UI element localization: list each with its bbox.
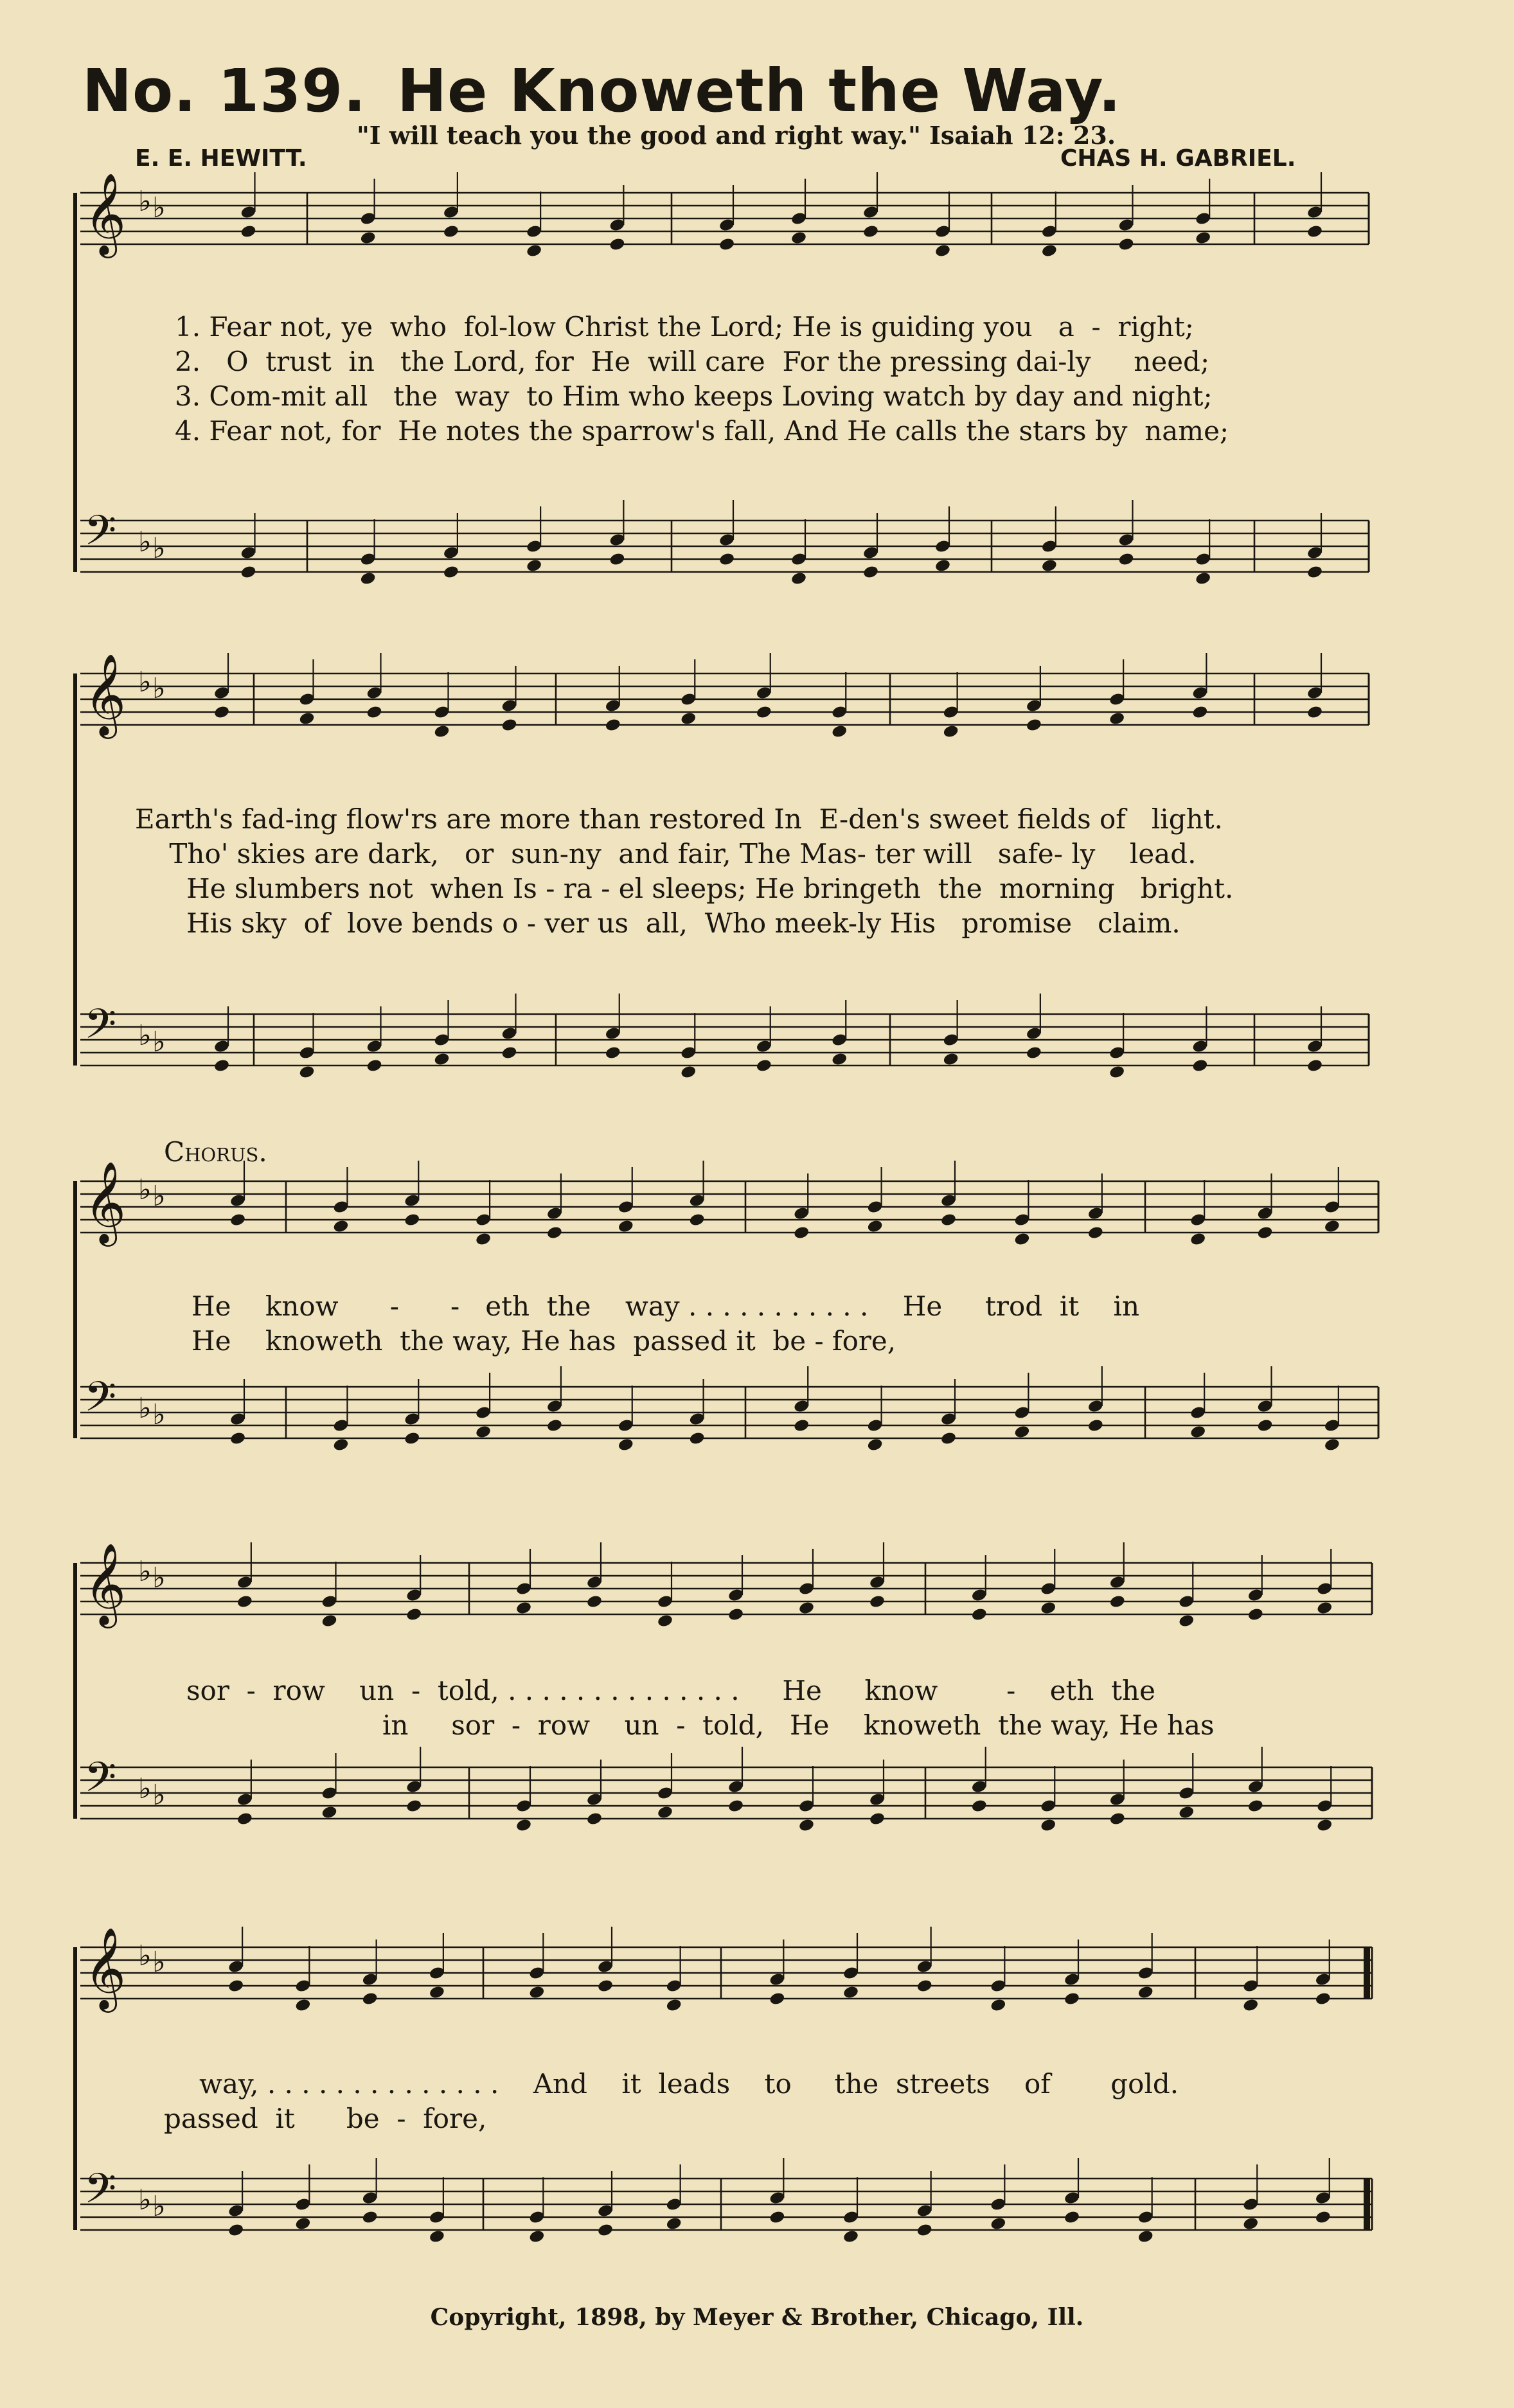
system5-treble-note-head <box>597 1979 614 1993</box>
system5-treble-note-head <box>227 1979 244 1993</box>
system5-treble-note-head <box>362 1992 378 2006</box>
system2-treble-note-head <box>1191 705 1208 720</box>
system3-bass-note-head <box>689 1431 706 1446</box>
system1-treble-note-head <box>240 224 256 239</box>
system1-treble-note-head <box>1118 237 1134 252</box>
system3-treble-note-head <box>332 1219 349 1234</box>
copyright-notice: Copyright, 1898, by Meyer & Brother, Chicago, Ill. <box>430 2304 1084 2331</box>
treble-clef-icon: 𝄞 <box>84 1161 127 1243</box>
system3-treble-note-head <box>867 1219 884 1234</box>
system5-treble-note-head <box>666 1998 682 2013</box>
system1-bass-note-head <box>1118 552 1134 567</box>
scripture-epigraph: "I will teach you the good and right way." Isaiah 12: 23. <box>357 121 1116 150</box>
system1-treble-note-head <box>1195 231 1211 245</box>
system1-treble-note-head <box>1041 244 1058 258</box>
flat-icon: ♭ <box>152 1180 166 1213</box>
system4-treble-note-head <box>321 1614 337 1628</box>
system1-treble-note-head <box>360 231 377 245</box>
system1-bass-note-head <box>240 565 256 580</box>
flat-icon: ♭ <box>152 1946 166 1979</box>
bass-clef-icon: 𝄢 <box>84 507 117 565</box>
system2-bass-note-head <box>501 1046 517 1060</box>
flat-icon: ♭ <box>138 185 152 218</box>
system5-treble-note-head <box>294 1998 311 2013</box>
system5-bass-note-head <box>429 2229 445 2244</box>
flat-icon: ♭ <box>138 1392 152 1425</box>
system4-bass-note-head <box>1247 1799 1264 1814</box>
flat-icon: ♭ <box>152 532 166 565</box>
system4-bass-note-head <box>1316 1818 1333 1833</box>
system4-bass-note-head <box>236 1812 253 1826</box>
system5-bass-note-head <box>916 2223 933 2238</box>
system3-treble-note-head <box>689 1213 706 1227</box>
system4-bass-note-head <box>869 1812 886 1826</box>
system5-treble-note-head <box>769 1992 785 2006</box>
lyric-line-chorus-2-soprano: sor - row un - told, . . . . . . . . . . . . . . He know - eth the <box>186 1675 1155 1706</box>
lyric-line-verse4-a: 4. Fear not, for He notes the sparrow's fall, And He calls the stars by name; <box>175 415 1229 447</box>
system4-bass-note-head <box>727 1799 744 1814</box>
bass-clef-icon: 𝄢 <box>84 1001 117 1058</box>
treble-clef-icon: 𝄞 <box>84 172 127 254</box>
flat-icon: ♭ <box>152 192 166 224</box>
treble-clef-icon: 𝄞 <box>84 1542 127 1625</box>
system4-treble-note-head <box>1109 1594 1126 1609</box>
flat-icon: ♭ <box>138 1772 152 1805</box>
flat-icon: ♭ <box>138 1940 152 1972</box>
system5-bass-note-head <box>227 2223 244 2238</box>
system2-treble-note-head <box>366 705 382 720</box>
system5-bass-note-head <box>1064 2210 1080 2225</box>
lyric-line-verse3-a: 3. Com-mit all the way to Him who keeps Loving watch by day and night; <box>175 380 1213 412</box>
system4-treble-note-head <box>869 1594 886 1609</box>
lyricist-credit: E. E. HEWITT. <box>135 145 307 172</box>
system5-bass-note-head <box>842 2229 859 2244</box>
system5-bass-note-head <box>769 2210 785 2225</box>
lyric-line-chorus-2-bass: in sor - row un - told, He knoweth the way, He has <box>382 1709 1215 1741</box>
system4-bass-note-head <box>1109 1812 1126 1826</box>
system4-treble-note-head <box>1316 1601 1333 1616</box>
system4-treble-note-head <box>405 1607 422 1622</box>
system5-bass-note-head <box>1315 2210 1331 2225</box>
system5-treble-note-head <box>916 1979 933 1993</box>
flat-icon: ♭ <box>138 1019 152 1052</box>
system1-bass-note-head <box>360 571 377 586</box>
system1-bass-note-head <box>1195 571 1211 586</box>
system1-treble-note-head <box>526 244 542 258</box>
system3-bass-note-head <box>1256 1418 1273 1433</box>
system3-bass-note-head <box>404 1431 420 1446</box>
system5-bass-note-head <box>666 2216 682 2231</box>
flat-icon: ♭ <box>152 2190 166 2223</box>
system1-treble-note-head <box>934 244 951 258</box>
system3-treble-note-head <box>1087 1226 1104 1240</box>
system4-bass-note-head <box>405 1799 422 1814</box>
system5-treble-note-head <box>1242 1998 1259 2013</box>
system2-treble-note-head <box>680 711 697 726</box>
system1-bass-note-head <box>790 571 807 586</box>
lyric-line-verse3-b: He slumbers not when Is - ra - el sleeps; He bringeth the morning bright. <box>135 873 1234 904</box>
system2-treble-note-head <box>1306 705 1323 720</box>
system3-bass-note-head <box>867 1438 884 1452</box>
lyric-line-verse2-a: 2. O trust in the Lord, for He will care For the pressing dai-ly need; <box>175 346 1210 377</box>
system3-treble-note-head <box>475 1232 492 1247</box>
system4-bass-note-head <box>321 1805 337 1820</box>
system5-treble-note-head <box>528 1985 545 2000</box>
system5-bass-note-head <box>294 2216 311 2231</box>
system1-treble-note-head <box>718 237 735 252</box>
system3-treble-note-head <box>1013 1232 1030 1247</box>
treble-clef-icon: 𝄞 <box>84 653 127 735</box>
system3-bass-note-head <box>793 1418 810 1433</box>
system3-treble-note-head <box>1324 1219 1340 1234</box>
flat-icon: ♭ <box>152 1026 166 1058</box>
system4-bass-note-head <box>798 1818 815 1833</box>
system4-treble-note-head <box>236 1594 253 1609</box>
system1-bass-note-head <box>1306 565 1323 580</box>
system2-treble-note-head <box>605 718 621 733</box>
final-barline <box>1364 1947 1370 1999</box>
system5-treble-note-head <box>1064 1992 1080 2006</box>
system2-bass-note-head <box>366 1058 382 1073</box>
system3-treble-note-head <box>1256 1226 1273 1240</box>
lyric-line-chorus-3-soprano: way, . . . . . . . . . . . . . . And it leads to the streets of gold. <box>199 2068 1179 2100</box>
system4-bass-note-head <box>515 1818 532 1833</box>
system1-bass-note-head <box>934 558 951 573</box>
system5-treble-note-head <box>842 1985 859 2000</box>
system2-treble-note-head <box>831 724 848 739</box>
system5-bass-note-head <box>1242 2216 1259 2231</box>
system5-treble-note-head <box>1315 1992 1331 2006</box>
system2-bass-note-head <box>831 1052 848 1067</box>
system5-treble-note-head <box>990 1998 1006 2013</box>
system2-treble-note-head <box>433 724 450 739</box>
system2-bass-note-head <box>298 1065 315 1080</box>
system2-treble-note-head <box>213 705 230 720</box>
system2-bass-note-head <box>433 1052 450 1067</box>
system2-bass-note-head <box>1191 1058 1208 1073</box>
lyric-line-verse1-a: 1. Fear not, ye who fol-low Christ the Lord; He is guiding you a - right; <box>175 311 1194 343</box>
system3-treble-note-head <box>546 1226 563 1240</box>
system5-bass-note-head <box>528 2229 545 2244</box>
composer-credit: CHAS H. GABRIEL. <box>1060 145 1296 172</box>
system3-treble-note-head <box>940 1213 957 1227</box>
system4-treble-note-head <box>586 1594 603 1609</box>
system4-bass-note-head <box>1040 1818 1056 1833</box>
system4-bass-note-head <box>586 1812 603 1826</box>
system4-treble-note-head <box>1247 1607 1264 1622</box>
system1-bass-note-head <box>1041 558 1058 573</box>
system1-treble-note-head <box>443 224 459 239</box>
flat-icon: ♭ <box>138 2184 152 2216</box>
system3-treble-note-head <box>229 1213 246 1227</box>
system5-bass-note-head <box>362 2210 378 2225</box>
flat-icon: ♭ <box>152 672 166 705</box>
lyric-line-verse4-b: His sky of love bends o - ver us all, Who meek-ly His promise claim. <box>135 907 1180 939</box>
lyric-line-chorus-3-bass: passed it be - fore, <box>164 2103 487 2134</box>
system2-treble-note-head <box>1026 718 1042 733</box>
chorus-label: Chorus. <box>164 1136 267 1168</box>
system4-treble-note-head <box>971 1607 988 1622</box>
system2-bass-note-head <box>680 1065 697 1080</box>
system3-treble-note-head <box>793 1226 810 1240</box>
system4-treble-note-head <box>798 1601 815 1616</box>
flat-icon: ♭ <box>152 1779 166 1812</box>
system1-treble-note-head <box>609 237 625 252</box>
system2-treble-note-head <box>298 711 315 726</box>
system5-treble-note-head <box>429 1985 445 2000</box>
system2-treble-note-head <box>756 705 772 720</box>
system5-bass-note-head <box>990 2216 1006 2231</box>
treble-clef-icon: 𝄞 <box>84 1927 127 2009</box>
system4-treble-note-head <box>727 1607 744 1622</box>
system2-bass-note-head <box>943 1052 959 1067</box>
system1-treble-note-head <box>862 224 879 239</box>
system3-bass-note-head <box>1324 1438 1340 1452</box>
system1-bass-note-head <box>718 552 735 567</box>
bass-clef-icon: 𝄢 <box>84 2165 117 2223</box>
system4-bass-note-head <box>1178 1805 1195 1820</box>
lyric-line-verse1-b: Earth's fad-ing flow'rs are more than restored In E-den's sweet fields of light. <box>135 803 1223 835</box>
system3-bass-note-head <box>1013 1425 1030 1440</box>
bass-clef-icon: 𝄢 <box>84 1754 117 1812</box>
system5-bass-note-head <box>597 2223 614 2238</box>
system1-bass-note-head <box>609 552 625 567</box>
hymn-title: He Knoweth the Way. <box>397 57 1122 125</box>
system4-treble-note-head <box>657 1614 673 1628</box>
system3-bass-note-head <box>229 1431 246 1446</box>
flat-icon: ♭ <box>152 1398 166 1431</box>
system3-treble-note-head <box>1189 1232 1206 1247</box>
system4-treble-note-head <box>1040 1601 1056 1616</box>
system2-bass-note-head <box>1306 1058 1323 1073</box>
system1-bass-note-head <box>862 565 879 580</box>
system1-bass-note-head <box>443 565 459 580</box>
final-barline <box>1364 2179 1370 2230</box>
system3-bass-note-head <box>1189 1425 1206 1440</box>
system3-bass-note-head <box>940 1431 957 1446</box>
bass-clef-icon: 𝄢 <box>84 1373 117 1431</box>
system2-treble-note-head <box>501 718 517 733</box>
system4-bass-note-head <box>971 1799 988 1814</box>
flat-icon: ♭ <box>152 1562 166 1594</box>
system2-bass-note-head <box>605 1046 621 1060</box>
system5-bass-note-head <box>1137 2229 1154 2244</box>
system4-treble-note-head <box>1178 1614 1195 1628</box>
system3-treble-note-head <box>404 1213 420 1227</box>
system3-bass-note-head <box>475 1425 492 1440</box>
flat-icon: ♭ <box>138 1173 152 1206</box>
system3-treble-note-head <box>618 1219 634 1234</box>
system3-bass-note-head <box>332 1438 349 1452</box>
flat-icon: ♭ <box>138 526 152 558</box>
system1-treble-note-head <box>1306 224 1323 239</box>
hymn-number: No. 139. <box>82 57 367 125</box>
flat-icon: ♭ <box>138 1555 152 1588</box>
system2-bass-note-head <box>1109 1065 1125 1080</box>
system1-treble-note-head <box>790 231 807 245</box>
lyric-line-chorus-1-bass: He knoweth the way, He has passed it be - fore, <box>191 1325 896 1357</box>
system2-treble-note-head <box>1109 711 1125 726</box>
system4-treble-note-head <box>515 1601 532 1616</box>
system1-bass-note-head <box>526 558 542 573</box>
system2-treble-note-head <box>943 724 959 739</box>
system4-bass-note-head <box>657 1805 673 1820</box>
system2-bass-note-head <box>213 1058 230 1073</box>
system2-bass-note-head <box>756 1058 772 1073</box>
flat-icon: ♭ <box>138 666 152 699</box>
system2-bass-note-head <box>1026 1046 1042 1060</box>
system3-bass-note-head <box>546 1418 563 1433</box>
system3-bass-note-head <box>618 1438 634 1452</box>
system3-bass-note-head <box>1087 1418 1104 1433</box>
system5-treble-note-head <box>1137 1985 1154 2000</box>
lyric-line-verse2-b: Tho' skies are dark, or sun-ny and fair, The Mas- ter will safe- ly lead. <box>135 838 1197 870</box>
lyric-line-chorus-1-soprano: He know - - eth the way . . . . . . . . . . . He trod it in <box>191 1290 1140 1322</box>
